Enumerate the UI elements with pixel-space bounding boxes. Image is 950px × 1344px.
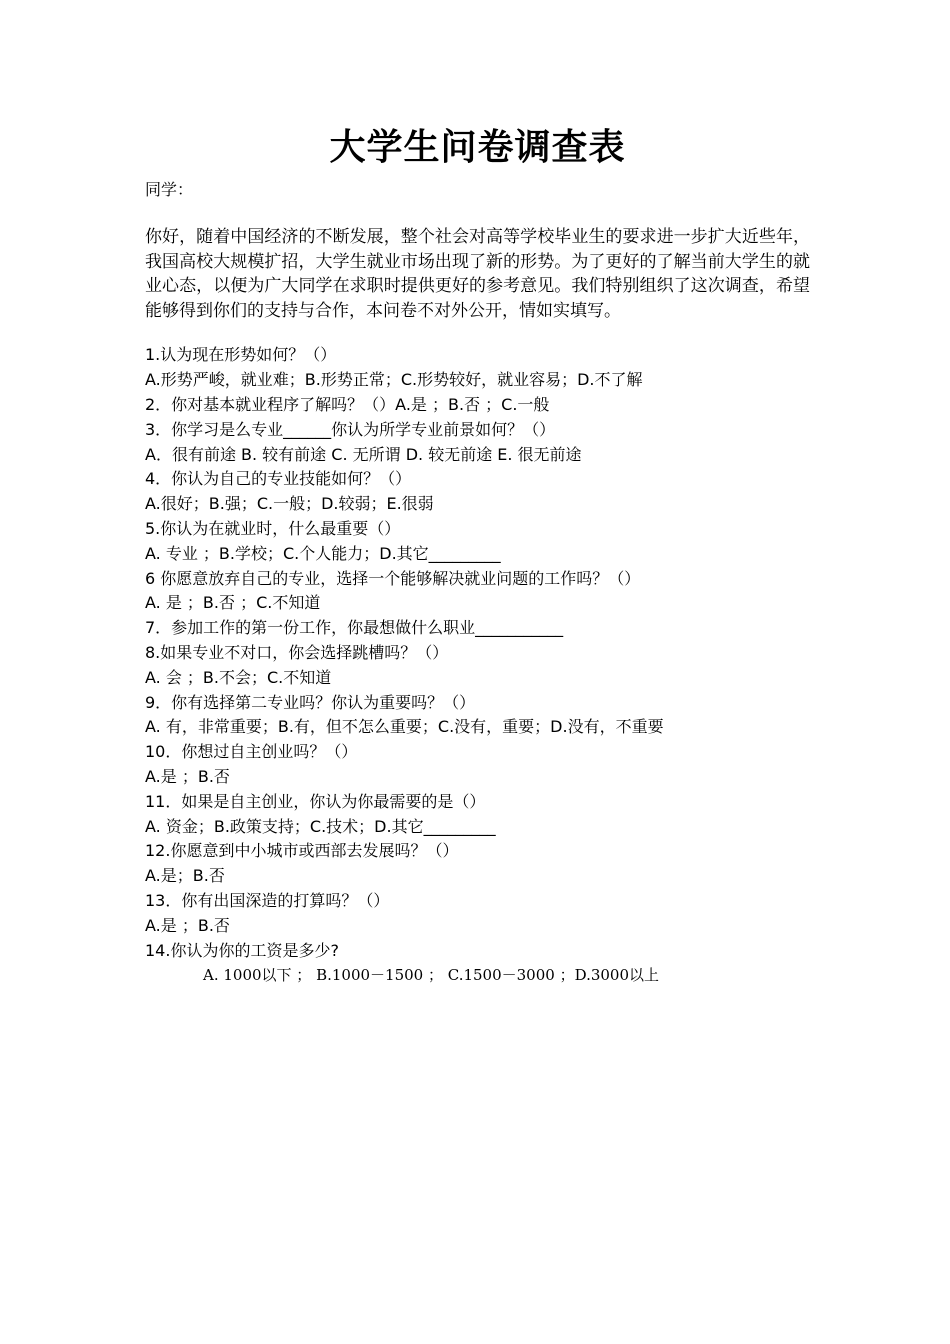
option-line: A. 是 ；B.否 ；C.不知道: [145, 593, 321, 613]
option-line: A. 有，非常重要；B.有，但不怎么重要；C.没有，重要；D.没有，不重要: [145, 717, 664, 737]
question-line: 7．参加工作的第一份工作，你最想做什么职业___________: [145, 618, 564, 638]
question-line: 12.你愿意到中小城市或西部去发展吗？（）: [145, 841, 459, 861]
option-line: A.很好；B.强；C.一般；D.较弱；E.很弱: [145, 494, 434, 514]
option-line: A. 会 ；B.不会；C.不知道: [145, 667, 332, 687]
question-line: 8.如果专业不对口，你会选择跳槽吗？（）: [145, 642, 449, 662]
option-line: A.是 ；B.否: [145, 766, 230, 786]
question-line: 14.你认为你的工资是多少?: [145, 940, 339, 960]
question-line: 6 你愿意放弃自己的专业，选择一个能够解决就业问题的工作吗？（）: [145, 568, 641, 588]
greeting: 同学：: [145, 180, 194, 199]
question-list: [145, 343, 810, 988]
option-line: A. 专业 ；B.学校；C.个人能力；D.其它_________: [145, 543, 501, 563]
option-line: A.形势严峻，就业难；B.形势正常；C.形势较好，就业容易；D.不了解: [145, 370, 643, 390]
question-line: 1.认为现在形势如何？（）: [145, 345, 337, 365]
question-line: 4．你认为自己的专业技能如何？（）: [145, 469, 412, 489]
option-line: A. 资金；B.政策支持；C.技术；D.其它_________: [145, 816, 496, 836]
question-line: 13．你有出国深造的打算吗？（）: [145, 890, 390, 910]
question-line: 3．你学习是么专业______你认为所学专业前景如何？（）: [145, 419, 556, 439]
document-page: [145, 118, 810, 988]
option-line: A.是 ；B.否: [145, 915, 230, 935]
question-line: 10．你想过自主创业吗？（）: [145, 742, 358, 762]
question-line: 9．你有选择第二专业吗？你认为重要吗？（）: [145, 692, 476, 712]
option-line: A.是；B.否: [145, 866, 225, 886]
salary-options-line: A. 1000以下 ； B.1000－1500 ； C.1500－3000 ；D.3000以上: [203, 966, 660, 985]
intro-paragraph: 你好，随着中国经济的不断发展，整个社会对高等学校毕业生的要求进一步扩大近些年，我国高校大规模扩招，大学生就业市场出现了新的形势。为了更好的了解当前大学生的就业心态，以便为广大同学在求职时提供更好的参考意见。我们特别组织了这次调查，希望能够得到你们的支持与合作，本问卷不对外公开，情如实填写。: [145, 227, 810, 321]
option-line: A．很有前途 B. 较有前途 C. 无所谓 D. 较无前途 E. 很无前途: [145, 444, 582, 464]
question-line: 5.你认为在就业时，什么最重要（）: [145, 518, 401, 538]
question-line: 2．你对基本就业程序了解吗？（）A.是 ；B.否 ；C.一般: [145, 394, 550, 414]
question-line: 11．如果是自主创业，你认为你最需要的是（）: [145, 791, 486, 811]
page-title: 大学生问卷调查表: [329, 127, 626, 168]
